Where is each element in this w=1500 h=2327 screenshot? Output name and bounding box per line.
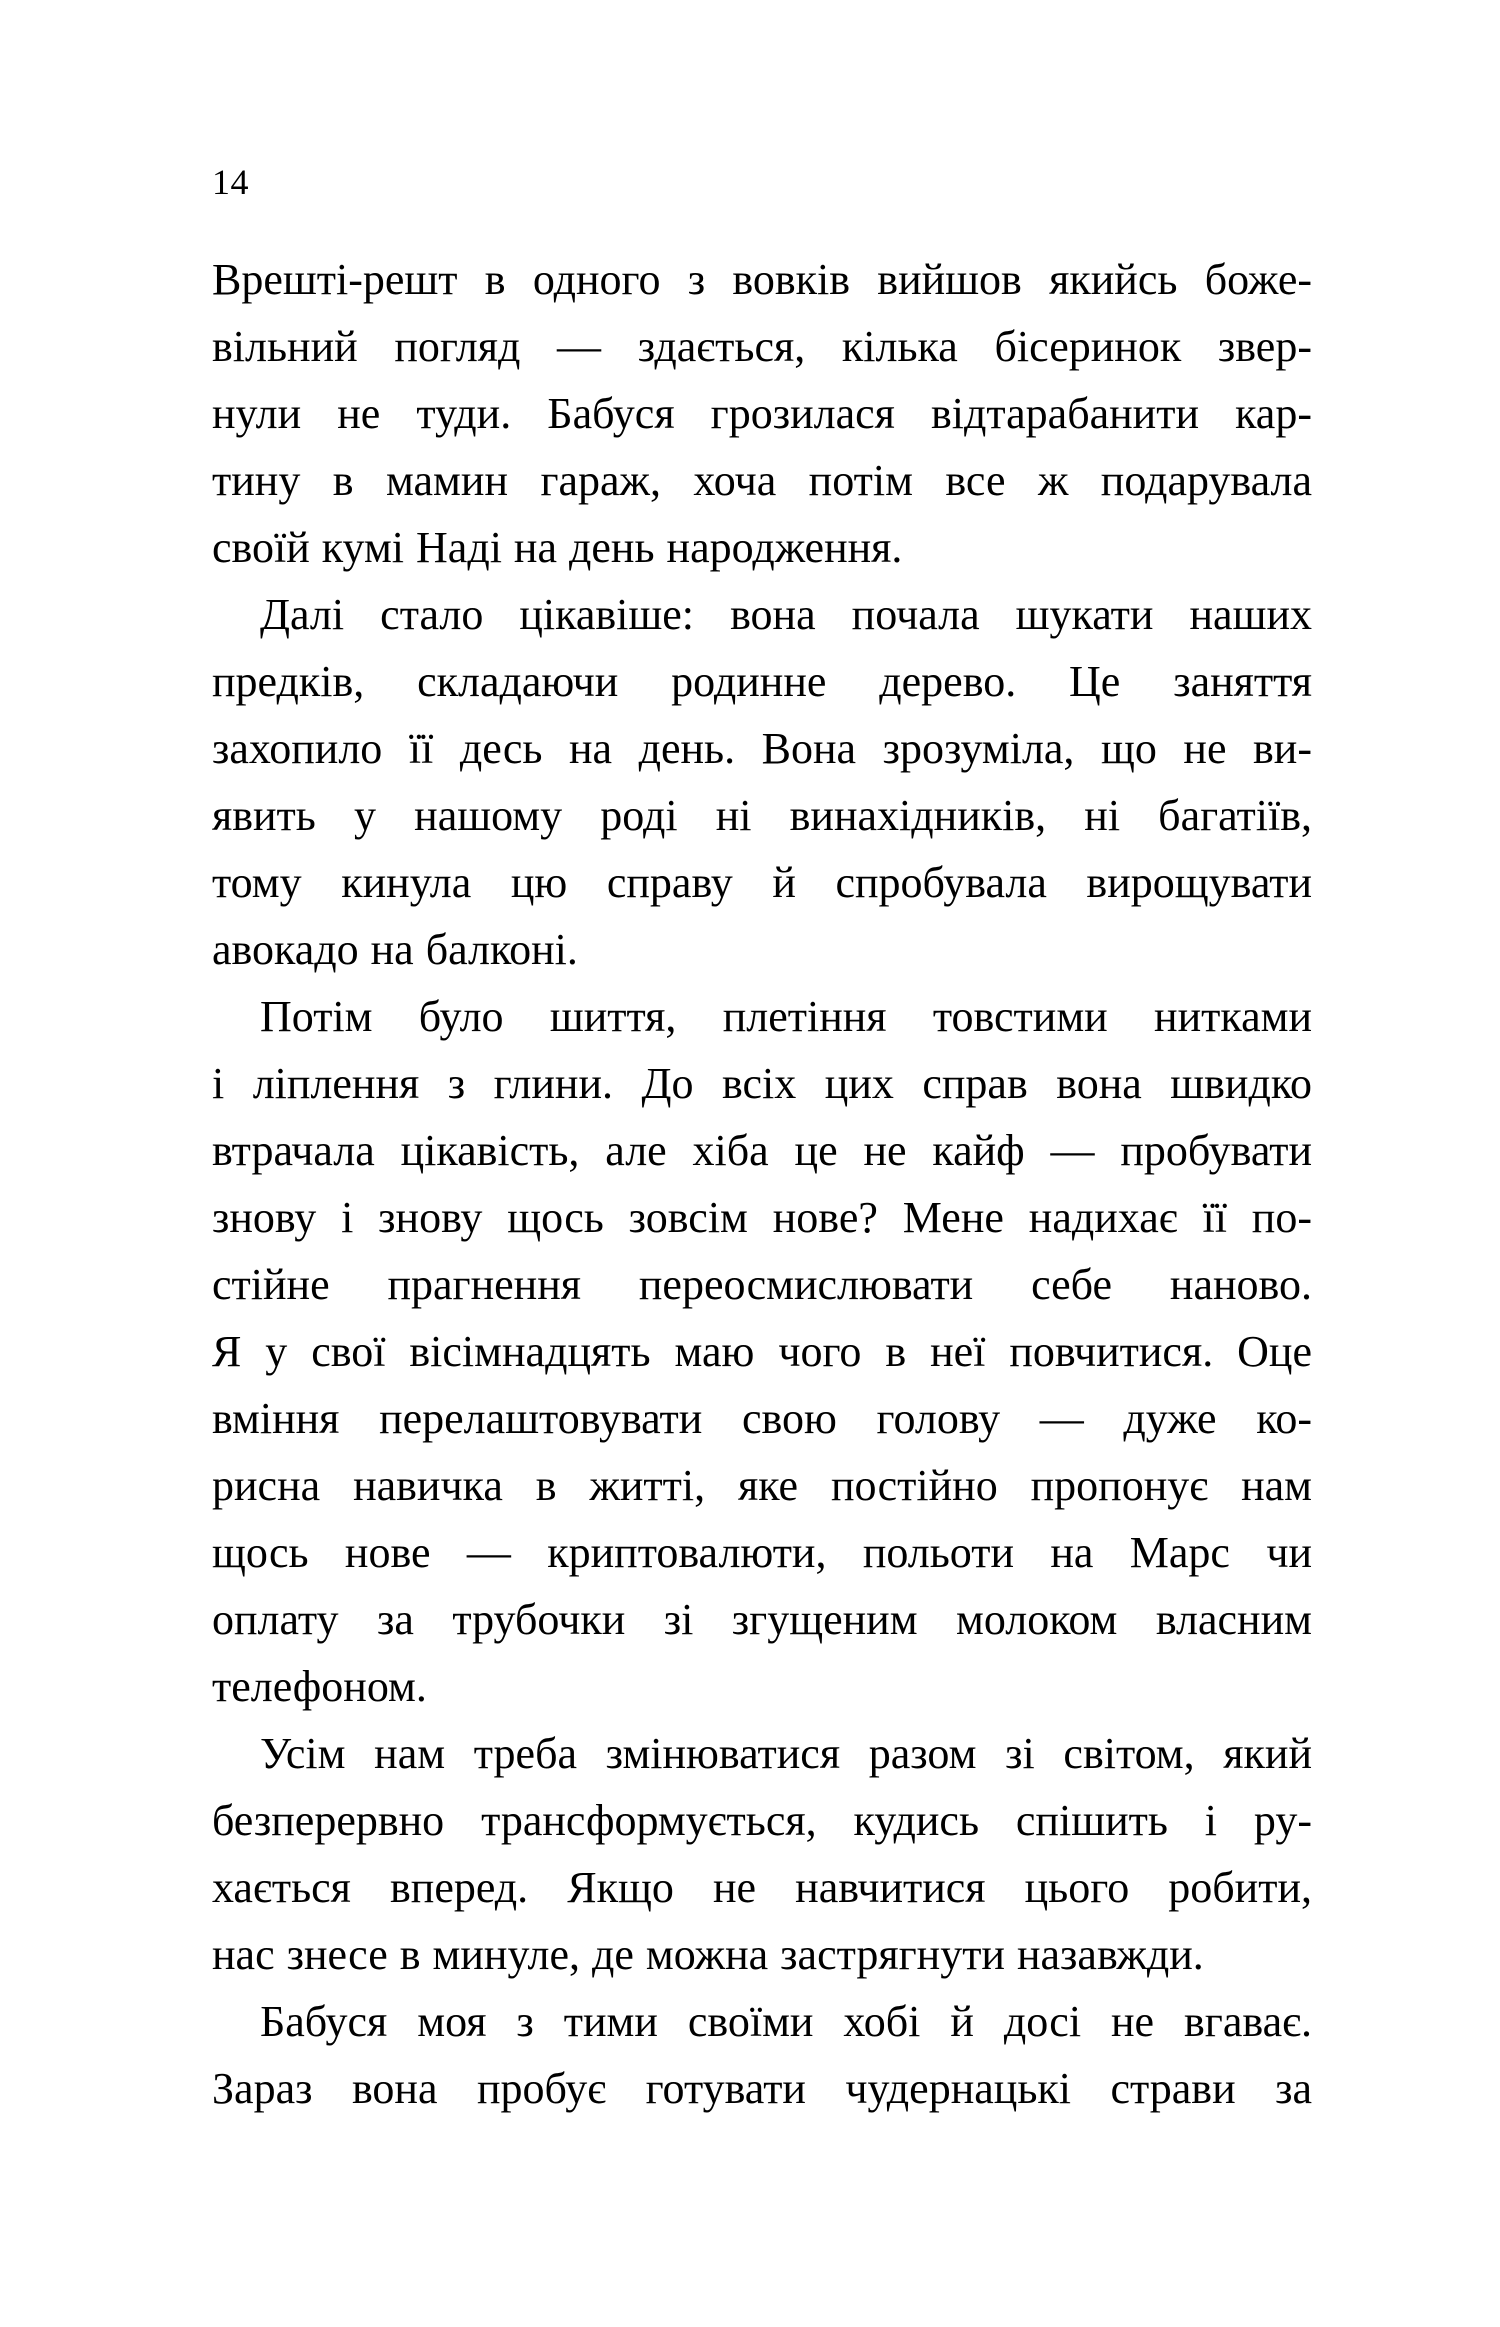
text-line: авокадо на балконі. — [212, 925, 578, 974]
text-line: втрачала цікавість, але хіба це не кайф — пробувати — [212, 1126, 1312, 1175]
text-line: Усім нам треба змінюватися разом зі світом, який — [260, 1729, 1312, 1778]
paragraph — [212, 983, 1312, 1720]
text-line: Зараз вона пробує готувати чудернацькі страви за — [212, 2064, 1312, 2113]
text-line: нули не туди. Бабуся грозилася відтарабанити кар- — [212, 389, 1312, 438]
text-line: і ліплення з глини. До всіх цих справ вона швидко — [212, 1059, 1312, 1108]
text-line: знову і знову щось зовсім нове? Мене надихає її по- — [212, 1193, 1312, 1242]
text-line: явить у нашому роді ні винахідників, ні багатіїв, — [212, 791, 1312, 840]
text-line: хається вперед. Якщо не навчитися цього робити, — [212, 1863, 1312, 1912]
text-line: захопило її десь на день. Вона зрозуміла, що не ви- — [212, 724, 1312, 773]
text-line: вміння перелаштовувати свою голову — дуже ко- — [212, 1394, 1312, 1443]
text-line: телефоном. — [212, 1662, 427, 1711]
paragraph — [212, 246, 1312, 581]
text-line: стійне прагнення переосмислювати себе наново. — [212, 1260, 1312, 1309]
text-line: своїй кумі Наді на день народження. — [212, 523, 903, 572]
paragraph — [212, 1988, 1312, 2122]
text-line: тому кинула цю справу й спробувала вирощувати — [212, 858, 1312, 907]
text-line: Бабуся моя з тими своїми хобі й досі не вгаває. — [260, 1997, 1312, 2046]
paragraph — [212, 1720, 1312, 1988]
text-line: Далі стало цікавіше: вона почала шукати наших — [260, 590, 1312, 639]
text-line: щось нове — криптовалюти, польоти на Марс чи — [212, 1528, 1312, 1577]
text-line: предків, складаючи родинне дерево. Це заняття — [212, 657, 1312, 706]
text-line: Потім було шиття, плетіння товстими нитками — [260, 992, 1312, 1041]
page-number: 14 — [212, 162, 249, 202]
text-line: вільний погляд — здається, кілька бісеринок звер- — [212, 322, 1312, 371]
text-line: Врешті-решт в одного з вовків вийшов якийсь боже- — [212, 255, 1312, 304]
text-line: нас знесе в минуле, де можна застрягнути назавжди. — [212, 1930, 1204, 1979]
text-line: безперервно трансформується, кудись спішить і ру- — [212, 1796, 1312, 1845]
text-line: Я у свої вісімнадцять маю чого в неї повчитися. Оце — [212, 1327, 1312, 1376]
text-block — [212, 246, 1312, 2122]
text-line: тину в мамин гараж, хоча потім все ж подарувала — [212, 456, 1312, 505]
text-line: оплату за трубочки зі згущеним молоком власним — [212, 1595, 1312, 1644]
paragraph — [212, 581, 1312, 983]
text-line: рисна навичка в житті, яке постійно пропонує нам — [212, 1461, 1312, 1510]
